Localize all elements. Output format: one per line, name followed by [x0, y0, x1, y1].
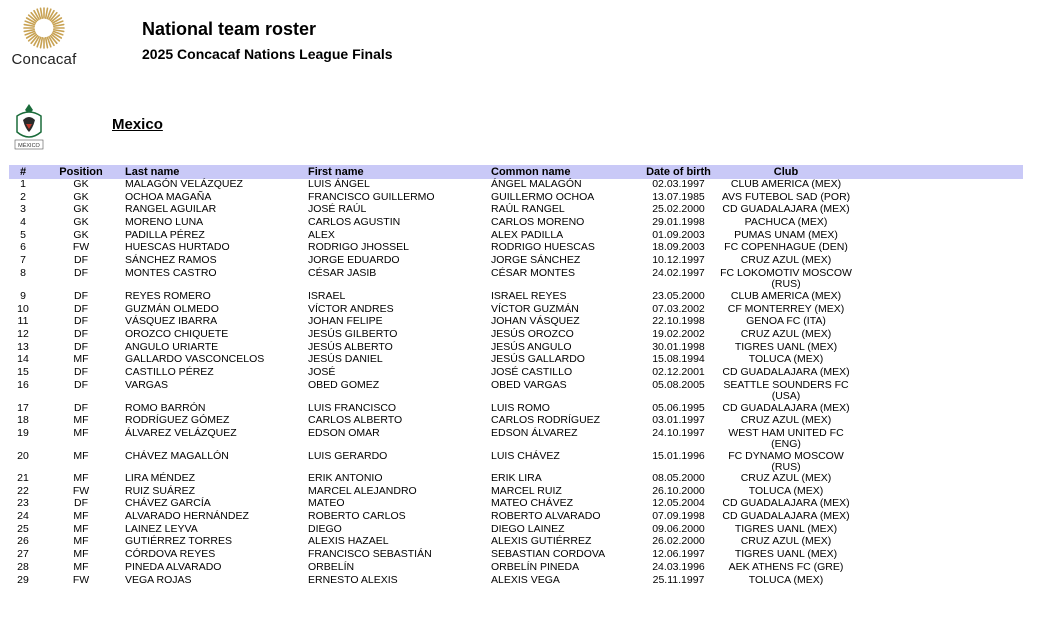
- cell-number: 20: [17, 450, 29, 462]
- col-header-last-name: Last name: [125, 165, 308, 179]
- cell-number: 1: [20, 178, 26, 190]
- header-filler: [856, 165, 1023, 179]
- cell-position: FW: [72, 484, 90, 497]
- table-row: [9, 255, 1023, 268]
- col-header-position: Position: [37, 165, 125, 179]
- cell-position: MF: [73, 472, 89, 484]
- cell-date-of-birth: 22.10.1998: [652, 315, 705, 328]
- cell-first-name: ALEXIS HAZAEL: [308, 535, 389, 548]
- cell-last-name: VARGAS: [125, 378, 168, 391]
- cell-common-name: ÁNGEL MALAGÓN: [491, 178, 582, 190]
- cell-first-name: JORGE EDUARDO: [308, 254, 400, 267]
- table-row: [9, 575, 1023, 588]
- cell-number: 10: [17, 302, 29, 315]
- cell-last-name: OROZCO CHIQUETE: [125, 327, 229, 340]
- cell-last-name: MORENO LUNA: [125, 216, 204, 229]
- cell-club: FC DYNAMO MOSCOW (RUS): [728, 450, 844, 473]
- cell-club: AVS FUTEBOL SAD (POR): [721, 190, 851, 203]
- cell-common-name: DIEGO LAINEZ: [491, 522, 565, 535]
- cell-date-of-birth: 25.02.2000: [652, 203, 705, 216]
- cell-position: GK: [73, 203, 89, 216]
- cell-club: CD GUADALAJARA (MEX): [722, 510, 850, 523]
- cell-number: 5: [20, 228, 26, 241]
- table-row: [9, 511, 1023, 524]
- cell-club: CF MONTERREY (MEX): [727, 302, 845, 315]
- row-filler: [856, 192, 1023, 205]
- cell-number: 27: [17, 548, 29, 561]
- cell-number: 11: [17, 315, 29, 328]
- cell-first-name: JOSÉ: [308, 365, 336, 378]
- cell-position: DF: [74, 302, 88, 315]
- cell-position: MF: [73, 522, 89, 535]
- cell-number: 21: [17, 472, 29, 484]
- cell-position: DF: [74, 327, 88, 340]
- col-header-club: Club: [716, 165, 856, 179]
- cell-date-of-birth: 26.10.2000: [652, 484, 705, 497]
- cell-first-name: FRANCISCO SEBASTIÁN: [308, 548, 432, 561]
- cell-first-name: LUIS ÁNGEL: [308, 178, 370, 190]
- cell-date-of-birth: 13.07.1985: [652, 190, 705, 203]
- cell-first-name: EDSON OMAR: [308, 427, 380, 439]
- cell-first-name: ISRAEL: [308, 289, 346, 302]
- cell-common-name: LUIS CHÁVEZ: [491, 450, 560, 462]
- cell-first-name: OBED GOMEZ: [308, 378, 380, 391]
- cell-first-name: LUIS FRANCISCO: [308, 401, 397, 414]
- cell-date-of-birth: 12.06.1997: [652, 548, 705, 561]
- table-row: [9, 316, 1023, 329]
- cell-number: 18: [17, 414, 29, 427]
- cell-last-name: ANGULO URIARTE: [125, 340, 219, 353]
- cell-common-name: OBED VARGAS: [491, 378, 567, 391]
- cell-position: GK: [73, 228, 89, 241]
- row-filler: [856, 428, 1023, 451]
- row-filler: [856, 511, 1023, 524]
- cell-last-name: REYES ROMERO: [125, 289, 211, 302]
- cell-date-of-birth: 08.05.2000: [652, 472, 705, 484]
- cell-position: GK: [73, 178, 89, 190]
- cell-position: DF: [74, 378, 88, 391]
- cell-date-of-birth: 12.05.2004: [652, 497, 705, 510]
- cell-common-name: CARLOS RODRÍGUEZ: [491, 414, 601, 427]
- cell-first-name: VÍCTOR ANDRES: [308, 302, 394, 315]
- cell-number: 19: [17, 427, 29, 439]
- cell-club: PUMAS UNAM (MEX): [734, 228, 838, 241]
- cell-common-name: ORBELÍN PINEDA: [491, 560, 580, 573]
- cell-date-of-birth: 24.02.1997: [652, 266, 705, 279]
- col-header-common-name: Common name: [491, 165, 641, 179]
- col-header-first-name: First name: [308, 165, 491, 179]
- cell-first-name: JESÚS GILBERTO: [308, 327, 398, 340]
- cell-last-name: PINEDA ALVARADO: [125, 560, 222, 573]
- row-filler: [856, 403, 1023, 416]
- cell-common-name: ISRAEL REYES: [491, 289, 567, 302]
- mexico-federation-crest-icon: [11, 102, 47, 150]
- concacaf-logo: [8, 6, 80, 70]
- cell-common-name: EDSON ÁLVAREZ: [491, 427, 578, 439]
- cell-number: 13: [17, 340, 29, 353]
- cell-club: AEK ATHENS FC (GRE): [728, 560, 844, 573]
- cell-first-name: ORBELÍN: [308, 560, 355, 573]
- cell-first-name: DIEGO: [308, 522, 342, 535]
- cell-date-of-birth: 25.11.1997: [652, 573, 705, 586]
- cell-number: 9: [20, 289, 26, 302]
- cell-last-name: CASTILLO PÉREZ: [125, 365, 214, 378]
- cell-last-name: SÁNCHEZ RAMOS: [125, 254, 217, 267]
- cell-club: TOLUCA (MEX): [748, 353, 824, 366]
- cell-number: 12: [17, 327, 29, 340]
- cell-date-of-birth: 18.09.2003: [652, 241, 705, 254]
- roster-body: [9, 179, 1023, 587]
- cell-common-name: CARLOS MORENO: [491, 216, 585, 229]
- cell-common-name: MATEO CHÁVEZ: [491, 497, 574, 510]
- cell-first-name: RODRIGO JHOSSEL: [308, 241, 409, 254]
- cell-club: CRUZ AZUL (MEX): [740, 327, 832, 340]
- cell-number: 28: [17, 560, 29, 573]
- row-filler: [856, 354, 1023, 367]
- row-filler: [856, 451, 1023, 473]
- cell-date-of-birth: 15.01.1996: [652, 450, 705, 462]
- cell-common-name: CÉSAR MONTES: [491, 266, 576, 279]
- cell-common-name: ALEX PADILLA: [491, 228, 564, 241]
- cell-number: 2: [20, 190, 26, 203]
- cell-last-name: RANGEL AGUILAR: [125, 203, 217, 216]
- cell-common-name: JOSÉ CASTILLO: [491, 365, 573, 378]
- cell-last-name: RODRÍGUEZ GÓMEZ: [125, 414, 230, 427]
- cell-last-name: CHÁVEZ GARCÍA: [125, 497, 211, 510]
- cell-number: 29: [17, 573, 29, 586]
- row-filler: [856, 255, 1023, 268]
- cell-club: TOLUCA (MEX): [748, 484, 824, 497]
- cell-number: 6: [20, 241, 26, 254]
- cell-position: GK: [73, 190, 89, 203]
- cell-position: FW: [72, 241, 90, 254]
- cell-number: 25: [17, 522, 29, 535]
- cell-club: TOLUCA (MEX): [748, 573, 824, 586]
- cell-first-name: JOSÉ RAÚL: [308, 203, 367, 216]
- row-filler: [856, 217, 1023, 230]
- cell-last-name: LAINEZ LEYVA: [125, 522, 198, 535]
- cell-date-of-birth: 26.02.2000: [652, 535, 705, 548]
- cell-date-of-birth: 23.05.2000: [652, 289, 705, 302]
- cell-date-of-birth: 09.06.2000: [652, 522, 705, 535]
- cell-first-name: MARCEL ALEJANDRO: [308, 484, 417, 497]
- cell-common-name: JOHAN VÁSQUEZ: [491, 315, 580, 328]
- cell-club: CD GUADALAJARA (MEX): [722, 401, 850, 414]
- cell-last-name: GUZMÁN OLMEDO: [125, 302, 219, 315]
- row-filler: [856, 536, 1023, 549]
- cell-last-name: RUIZ SUÁREZ: [125, 484, 196, 497]
- cell-common-name: VÍCTOR GUZMÁN: [491, 302, 579, 315]
- cell-number: 24: [17, 510, 29, 523]
- cell-last-name: VÁSQUEZ IBARRA: [125, 315, 218, 328]
- cell-common-name: MARCEL RUIZ: [491, 484, 562, 497]
- cell-common-name: SEBASTIAN CORDOVA: [491, 548, 606, 561]
- table-row: [9, 562, 1023, 575]
- cell-club: WEST HAM UNITED FC (ENG): [728, 427, 844, 450]
- row-filler: [856, 304, 1023, 317]
- cell-position: DF: [74, 365, 88, 378]
- row-filler: [856, 291, 1023, 304]
- cell-date-of-birth: 03.01.1997: [652, 414, 705, 427]
- cell-common-name: RODRIGO HUESCAS: [491, 241, 595, 254]
- cell-club: TIGRES UANL (MEX): [734, 522, 838, 535]
- cell-club: FC COPENHAGUE (DEN): [724, 241, 848, 254]
- row-filler: [856, 575, 1023, 588]
- table-row: [9, 179, 1023, 192]
- cell-position: DF: [74, 401, 88, 414]
- cell-position: DF: [74, 497, 88, 510]
- cell-date-of-birth: 07.09.1998: [652, 510, 705, 523]
- row-filler: [856, 473, 1023, 486]
- cell-first-name: FRANCISCO GUILLERMO: [308, 190, 435, 203]
- cell-last-name: HUESCAS HURTADO: [125, 241, 230, 254]
- row-filler: [856, 562, 1023, 575]
- cell-position: GK: [73, 216, 89, 229]
- table-row: [9, 451, 1023, 473]
- cell-last-name: GALLARDO VASCONCELOS: [125, 353, 265, 366]
- cell-club: GENOA FC (ITA): [746, 315, 826, 328]
- cell-club: CLUB AMERICA (MEX): [730, 289, 842, 302]
- cell-club: CD GUADALAJARA (MEX): [722, 203, 850, 216]
- cell-first-name: JOHAN FELIPE: [308, 315, 383, 328]
- row-filler: [856, 486, 1023, 499]
- row-filler: [856, 329, 1023, 342]
- cell-first-name: LUIS GERARDO: [308, 450, 388, 462]
- cell-number: 26: [17, 535, 29, 548]
- svg-text:MÉXICO: MÉXICO: [18, 143, 40, 149]
- concacaf-wordmark: Concacaf: [11, 51, 77, 68]
- cell-date-of-birth: 05.06.1995: [652, 401, 705, 414]
- cell-last-name: GUTIÉRREZ TORRES: [125, 535, 232, 548]
- cell-date-of-birth: 02.03.1997: [652, 178, 705, 190]
- cell-position: DF: [74, 340, 88, 353]
- cell-number: 8: [20, 266, 26, 279]
- cell-last-name: ALVARADO HERNÁNDEZ: [125, 510, 249, 523]
- cell-first-name: ERNESTO ALEXIS: [308, 573, 398, 586]
- cell-common-name: JORGE SÁNCHEZ: [491, 254, 581, 267]
- row-filler: [856, 316, 1023, 329]
- cell-club: TIGRES UANL (MEX): [734, 548, 838, 561]
- row-filler: [856, 204, 1023, 217]
- cell-last-name: ROMO BARRÓN: [125, 401, 206, 414]
- cell-club: CD GUADALAJARA (MEX): [722, 365, 850, 378]
- row-filler: [856, 342, 1023, 355]
- cell-first-name: CARLOS AGUSTIN: [308, 216, 401, 229]
- cell-number: 3: [20, 203, 26, 216]
- cell-first-name: CÉSAR JASIB: [308, 266, 377, 279]
- cell-common-name: ALEXIS GUTIÉRREZ: [491, 535, 592, 548]
- cell-position: MF: [73, 535, 89, 548]
- cell-date-of-birth: 05.08.2005: [652, 378, 705, 391]
- cell-common-name: JESÚS ANGULO: [491, 340, 572, 353]
- row-filler: [856, 524, 1023, 537]
- row-filler: [856, 230, 1023, 243]
- cell-club: TIGRES UANL (MEX): [734, 340, 838, 353]
- cell-first-name: MATEO: [308, 497, 345, 510]
- row-filler: [856, 549, 1023, 562]
- cell-date-of-birth: 01.09.2003: [652, 228, 705, 241]
- roster-table: [9, 165, 1023, 587]
- row-filler: [856, 268, 1023, 291]
- cell-position: FW: [72, 573, 90, 586]
- cell-date-of-birth: 30.01.1998: [652, 340, 705, 353]
- cell-club: CLUB AMERICA (MEX): [730, 178, 842, 190]
- row-filler: [856, 415, 1023, 428]
- cell-first-name: ROBERTO CARLOS: [308, 510, 406, 523]
- cell-club: CRUZ AZUL (MEX): [740, 414, 832, 427]
- table-row: [9, 217, 1023, 230]
- table-row: [9, 291, 1023, 304]
- cell-last-name: MONTES CASTRO: [125, 266, 217, 279]
- cell-position: MF: [73, 427, 89, 439]
- cell-first-name: JESÚS ALBERTO: [308, 340, 393, 353]
- cell-last-name: MALAGÓN VELÁZQUEZ: [125, 178, 243, 190]
- cell-date-of-birth: 24.10.1997: [652, 427, 705, 439]
- cell-common-name: LUIS ROMO: [491, 401, 550, 414]
- row-filler: [856, 179, 1023, 192]
- cell-common-name: ERIK LIRA: [491, 472, 542, 484]
- cell-common-name: ALEXIS VEGA: [491, 573, 560, 586]
- cell-date-of-birth: 15.08.1994: [652, 353, 705, 366]
- table-row: [9, 428, 1023, 451]
- cell-common-name: RAÚL RANGEL: [491, 203, 565, 216]
- team-name: Mexico: [112, 116, 163, 133]
- cell-number: 17: [17, 401, 29, 414]
- cell-first-name: ERIK ANTONIO: [308, 472, 383, 484]
- cell-position: MF: [73, 414, 89, 427]
- cell-date-of-birth: 24.03.1996: [652, 560, 705, 573]
- cell-club: CRUZ AZUL (MEX): [740, 254, 832, 267]
- cell-number: 7: [20, 254, 26, 267]
- cell-club: PACHUCA (MEX): [744, 216, 828, 229]
- cell-common-name: JESÚS GALLARDO: [491, 353, 585, 366]
- cell-last-name: ÁLVAREZ VELÁZQUEZ: [125, 427, 237, 439]
- cell-common-name: GUILLERMO OCHOA: [491, 190, 595, 203]
- cell-last-name: PADILLA PÉREZ: [125, 228, 205, 241]
- cell-date-of-birth: 02.12.2001: [652, 365, 705, 378]
- cell-last-name: CHÁVEZ MAGALLÓN: [125, 450, 229, 462]
- cell-position: MF: [73, 353, 89, 366]
- page-subtitle: 2025 Concacaf Nations League Finals: [142, 46, 393, 62]
- cell-last-name: VEGA ROJAS: [125, 573, 192, 586]
- cell-first-name: CARLOS ALBERTO: [308, 414, 403, 427]
- cell-last-name: OCHOA MAGAÑA: [125, 190, 212, 203]
- cell-number: 16: [17, 378, 29, 391]
- cell-position: MF: [73, 560, 89, 573]
- cell-common-name: ROBERTO ALVARADO: [491, 510, 601, 523]
- table-row: [9, 549, 1023, 562]
- table-row: [9, 268, 1023, 291]
- row-filler: [856, 380, 1023, 403]
- concacaf-sun-icon: [22, 6, 66, 50]
- row-filler: [856, 242, 1023, 255]
- table-row: [9, 380, 1023, 403]
- cell-position: MF: [73, 510, 89, 523]
- cell-number: 15: [17, 365, 29, 378]
- cell-position: DF: [74, 315, 88, 328]
- cell-date-of-birth: 07.03.2002: [652, 302, 705, 315]
- cell-club: CRUZ AZUL (MEX): [740, 472, 832, 484]
- cell-position: MF: [73, 450, 89, 462]
- cell-date-of-birth: 29.01.1998: [652, 216, 705, 229]
- cell-club: CD GUADALAJARA (MEX): [722, 497, 850, 510]
- cell-last-name: CÓRDOVA REYES: [125, 548, 216, 561]
- cell-number: 22: [17, 484, 29, 497]
- row-filler: [856, 367, 1023, 380]
- cell-position: DF: [74, 254, 88, 267]
- cell-first-name: JESÚS DANIEL: [308, 353, 383, 366]
- cell-position: DF: [74, 289, 88, 302]
- cell-common-name: JESÚS OROZCO: [491, 327, 574, 340]
- cell-first-name: ALEX: [308, 228, 335, 241]
- cell-last-name: LIRA MÉNDEZ: [125, 472, 196, 484]
- page-title: National team roster: [142, 19, 317, 39]
- cell-club: FC LOKOMOTIV MOSCOW (RUS): [720, 266, 852, 290]
- cell-position: DF: [74, 266, 88, 279]
- col-header-date-of-birth: Date of birth: [641, 165, 716, 179]
- cell-date-of-birth: 10.12.1997: [652, 254, 705, 267]
- row-filler: [856, 498, 1023, 511]
- cell-date-of-birth: 19.02.2002: [652, 327, 705, 340]
- cell-number: 23: [17, 497, 29, 510]
- cell-number: 4: [20, 216, 26, 229]
- table-row: [9, 329, 1023, 342]
- col-header-number: #: [9, 165, 37, 179]
- table-header-row: [9, 165, 1023, 179]
- cell-club: SEATTLE SOUNDERS FC (USA): [723, 378, 849, 402]
- cell-number: 14: [17, 353, 29, 366]
- cell-club: CRUZ AZUL (MEX): [740, 535, 832, 548]
- table-row: [9, 367, 1023, 380]
- cell-position: MF: [73, 548, 89, 561]
- table-row: [9, 473, 1023, 486]
